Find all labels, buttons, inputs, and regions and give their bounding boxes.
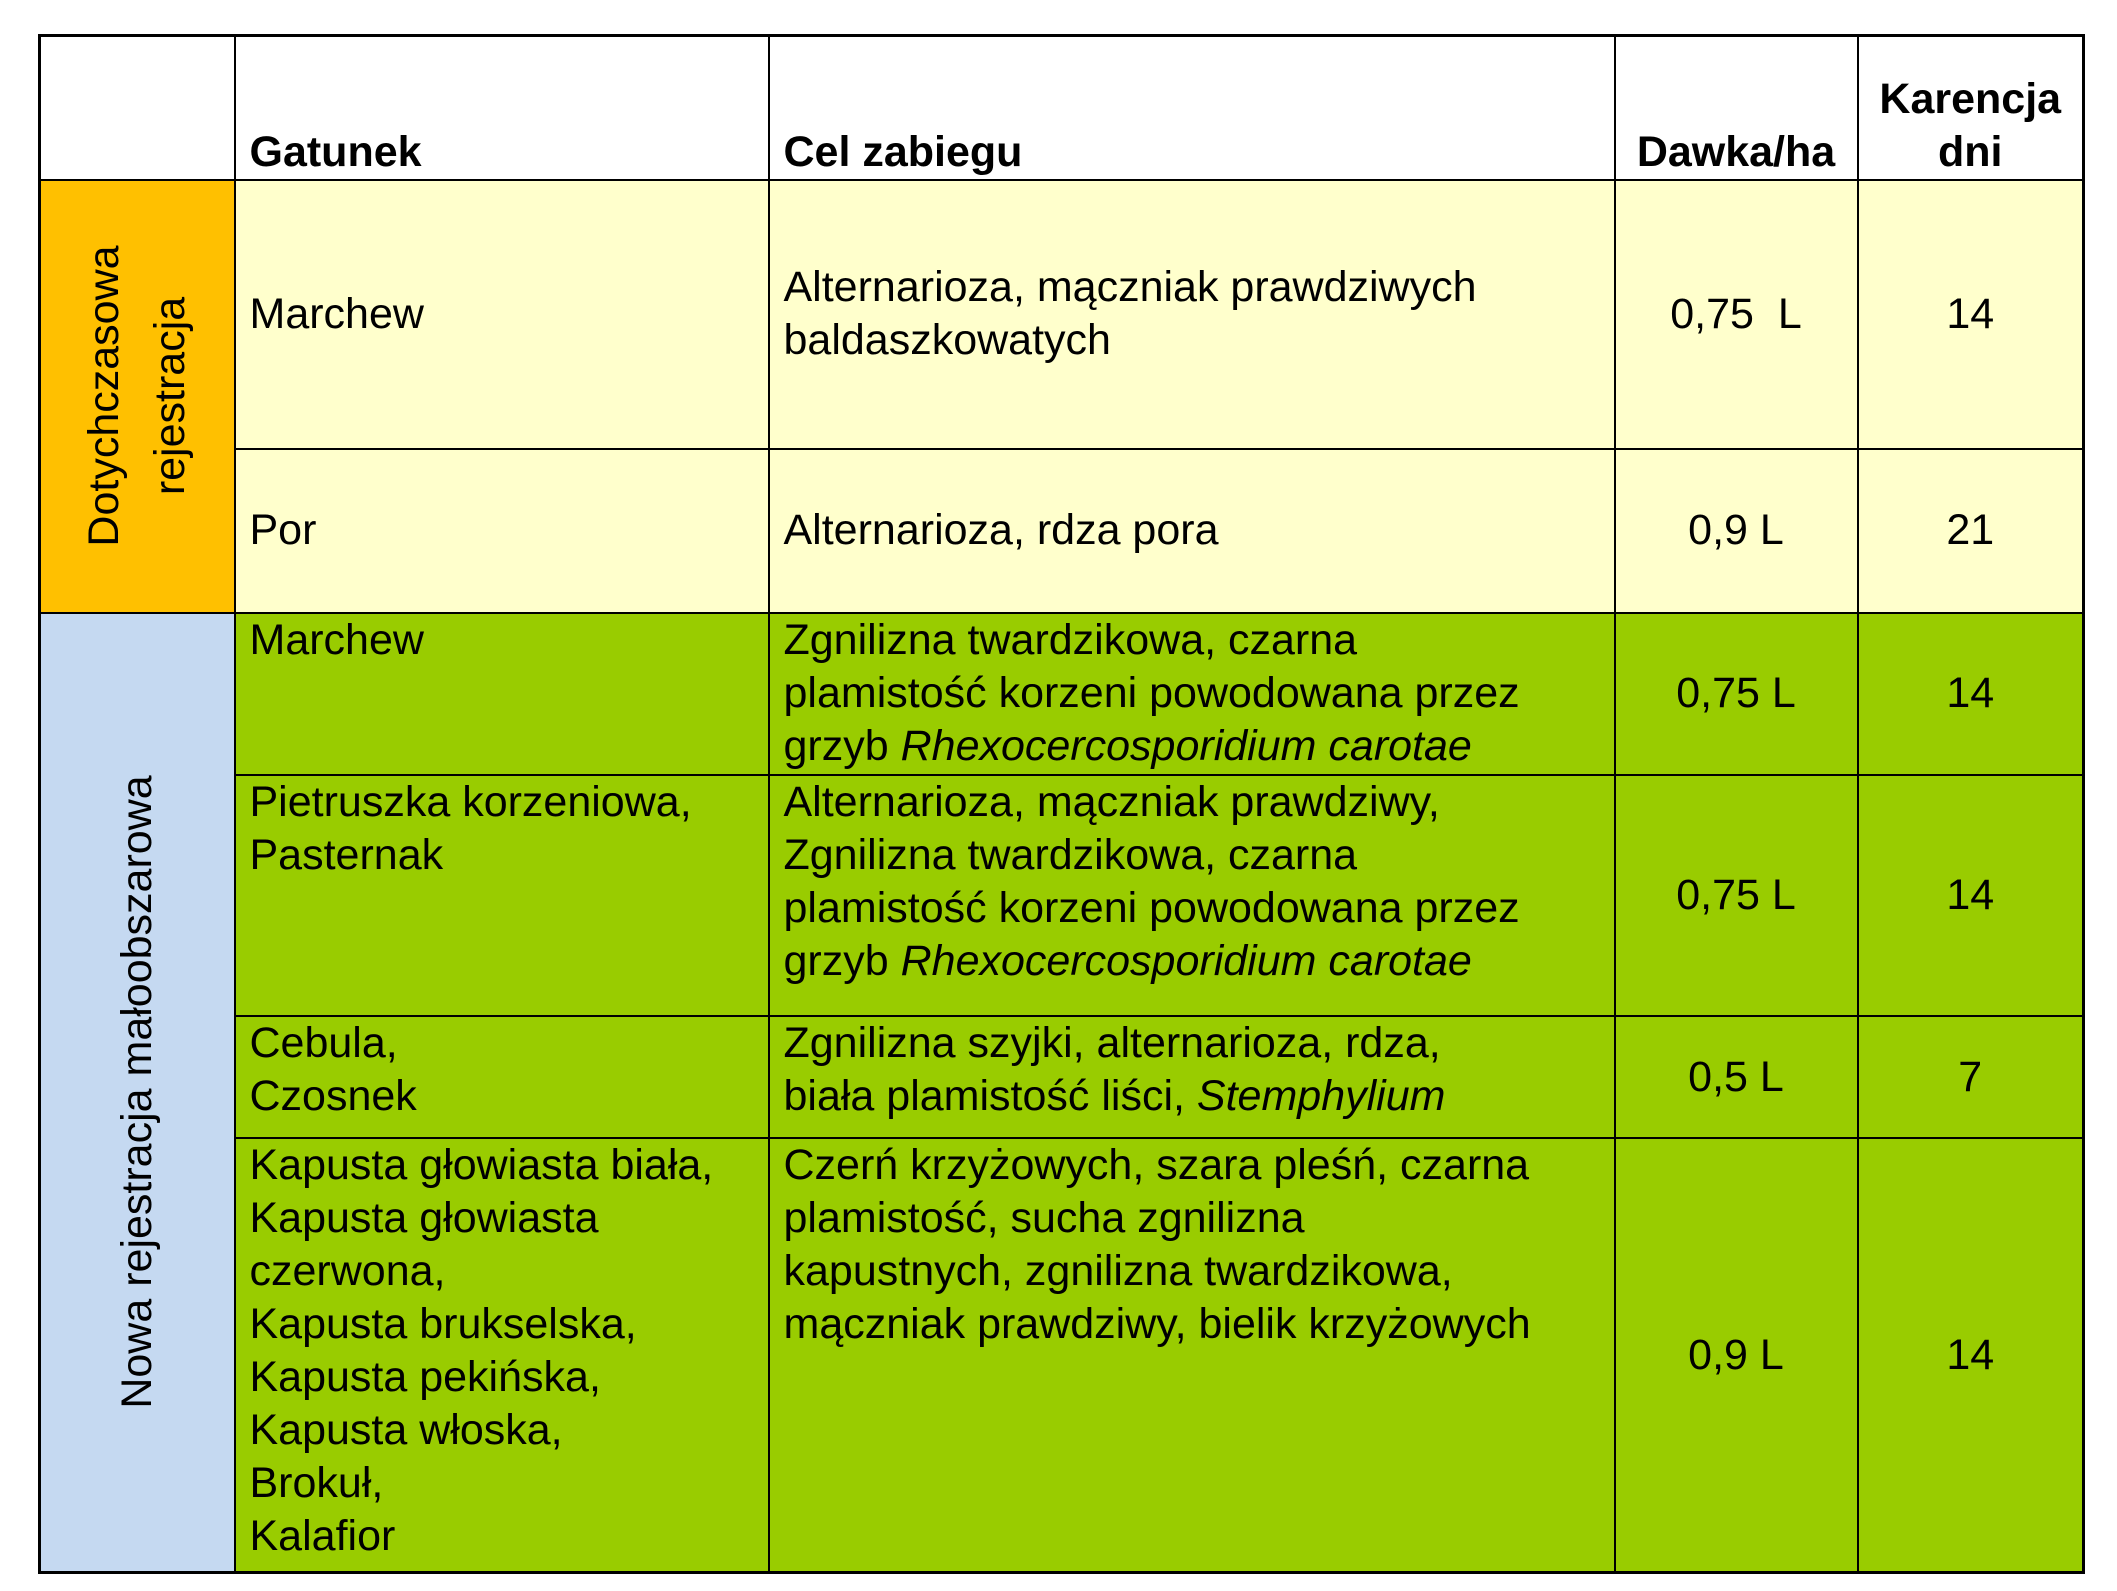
- target-line: [784, 1070, 1600, 1123]
- species-line: Kapusta głowiasta biała,: [249, 1141, 714, 1190]
- group-label-new: [40, 613, 235, 1573]
- species-line: Kapusta włoska,: [249, 1406, 563, 1455]
- header-species: Gatunek: [235, 36, 769, 180]
- species-line: Marchew: [249, 615, 424, 664]
- target-text: grzyb: [783, 936, 901, 985]
- cell-dose: 0,75 L: [1615, 613, 1858, 775]
- table-row: [40, 1138, 2084, 1572]
- species-line: Pasternak: [249, 830, 444, 879]
- target-text: biała plamistość liści,: [783, 1072, 1197, 1121]
- target-line: Alternarioza, mączniak prawdziwy,: [783, 777, 1440, 826]
- target-line: Zgnilizna twardzikowa, czarna: [783, 830, 1358, 879]
- cell-dose: 0,75 L: [1615, 775, 1858, 1016]
- cell-species: [235, 1016, 769, 1138]
- cell-target: [769, 613, 1615, 775]
- target-line: Alternarioza, rdza pora: [783, 506, 1219, 555]
- cell-days: 7: [1858, 1016, 2084, 1138]
- species-line: czerwona,: [249, 1247, 446, 1296]
- table-row: [40, 613, 2084, 775]
- target-line: mączniak prawdziwy, bielik krzyżowych: [783, 1300, 1531, 1349]
- cell-dose: 0,9 L: [1615, 449, 1858, 613]
- target-line: [784, 720, 1600, 773]
- target-text: grzyb: [783, 721, 901, 770]
- header-preharvest: [1858, 36, 2084, 180]
- species-line: Kapusta głowiasta: [249, 1194, 599, 1243]
- pathogen-name: Rhexocercosporidium carotae: [900, 936, 1472, 985]
- target-line: Alternarioza, mączniak prawdziwych: [783, 263, 1477, 312]
- cell-dose: 0,5 L: [1615, 1016, 1858, 1138]
- target-line: Zgnilizna twardzikowa, czarna: [783, 615, 1358, 664]
- cell-species: [235, 180, 769, 449]
- target-line: [784, 935, 1600, 988]
- cell-days: 14: [1858, 180, 2084, 449]
- target-line: plamistość, sucha zgnilizna: [783, 1194, 1305, 1243]
- cell-dose: 0,75 L: [1615, 180, 1858, 449]
- header-target: Cel zabiegu: [769, 36, 1615, 180]
- cell-dose: 0,9 L: [1615, 1138, 1858, 1572]
- target-line: kapustnych, zgnilizna twardzikowa,: [783, 1247, 1453, 1296]
- species-line: Pietruszka korzeniowa,: [249, 777, 692, 826]
- header-preharvest-line2: dni: [1938, 127, 2003, 176]
- cell-target: [769, 775, 1615, 1016]
- group-label-old-text: [71, 246, 203, 547]
- group-old-line2: rejestracja: [146, 297, 195, 496]
- registration-table: [38, 34, 2085, 1574]
- header-group: [40, 36, 235, 180]
- group-new-line1: Nowa rejestracja małoobszarowa: [113, 775, 162, 1410]
- header-preharvest-line1: Karencja: [1879, 74, 2062, 123]
- cell-target: [769, 180, 1615, 449]
- header-dose: Dawka/ha: [1615, 36, 1858, 180]
- species-line: Czosnek: [249, 1072, 417, 1121]
- header-row: [40, 36, 2084, 180]
- table-row: [40, 449, 2084, 613]
- species-line: Por: [249, 506, 317, 555]
- species-line: Marchew: [249, 289, 424, 338]
- species-line: Kalafior: [249, 1512, 396, 1561]
- species-line: Kapusta brukselska,: [249, 1300, 637, 1349]
- target-line: plamistość korzeni powodowana przez: [783, 883, 1520, 932]
- species-line: Brokuł,: [249, 1459, 384, 1508]
- group-label-old: [40, 180, 235, 613]
- cell-days: 14: [1858, 613, 2084, 775]
- cell-target: [769, 1138, 1615, 1572]
- pathogen-name: Rhexocercosporidium carotae: [900, 721, 1472, 770]
- table-row: [40, 775, 2084, 1016]
- cell-target: [769, 449, 1615, 613]
- cell-target: [769, 1016, 1615, 1138]
- species-line: Cebula,: [249, 1019, 398, 1068]
- table-row: [40, 1016, 2084, 1138]
- cell-species: [235, 1138, 769, 1572]
- group-old-line1: Dotychczasowa: [80, 245, 129, 547]
- species-line: Kapusta pekińska,: [249, 1353, 601, 1402]
- table-row: [40, 180, 2084, 449]
- target-line: baldaszkowatych: [783, 316, 1111, 365]
- cell-days: 14: [1858, 775, 2084, 1016]
- cell-days: 21: [1858, 449, 2084, 613]
- cell-species: [235, 613, 769, 775]
- target-line: Zgnilizna szyjki, alternarioza, rdza,: [783, 1019, 1441, 1068]
- cell-days: 14: [1858, 1138, 2084, 1572]
- group-label-new-text: [104, 776, 170, 1409]
- cell-species: [235, 449, 769, 613]
- cell-species: [235, 775, 769, 1016]
- target-line: plamistość korzeni powodowana przez: [783, 668, 1520, 717]
- target-line: Czerń krzyżowych, szara pleśń, czarna: [783, 1141, 1530, 1190]
- pathogen-name: Stemphylium: [1196, 1072, 1446, 1121]
